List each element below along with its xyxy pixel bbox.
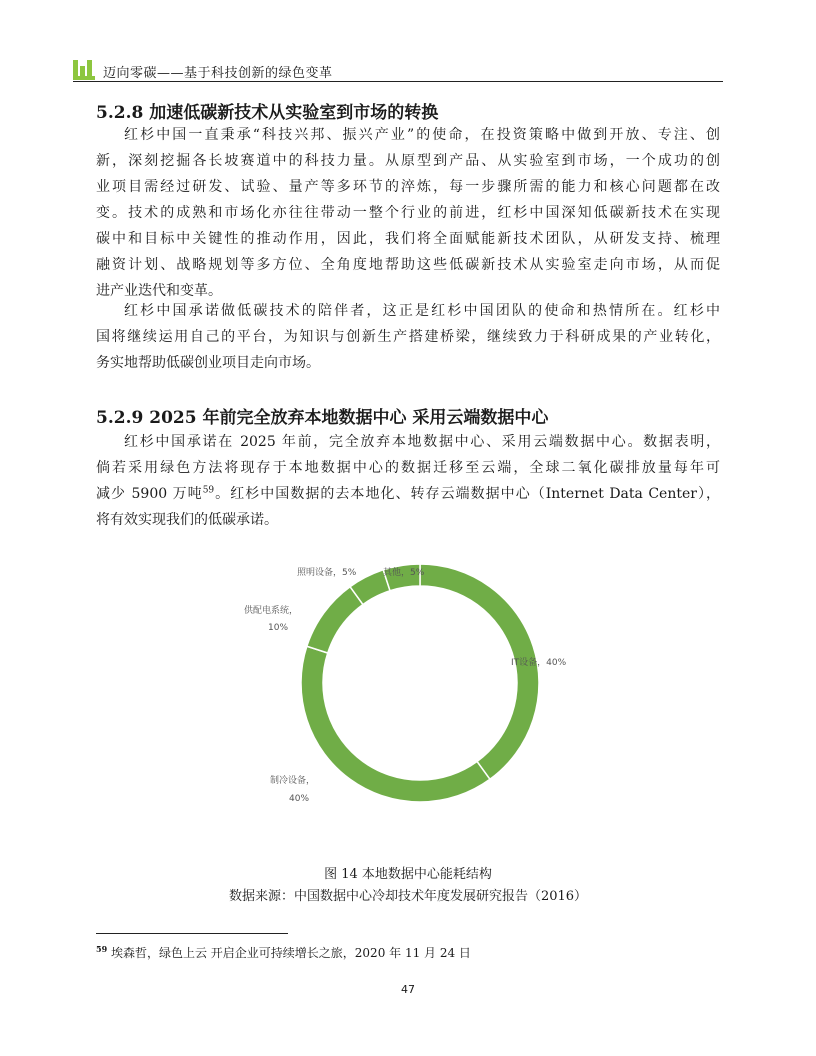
figure-source: 数据来源：中国数据中心冷却技术年度发展研究报告（2016） <box>228 889 588 904</box>
brand-logo-icon <box>73 60 95 80</box>
page-header <box>73 58 723 82</box>
paragraph-line: 务实地帮助低碳创业项目走向市场。 <box>96 355 320 371</box>
header-title: 迈向零碳——基于科技创新的绿色变革 <box>103 66 333 81</box>
section-title-5-2-8: 5.2.8 加速低碳新技术从实验室到市场的转换 <box>96 103 439 123</box>
paragraph-text: 减少 5900 万吨 <box>96 486 203 502</box>
paragraph-line: 变。技术的成熟和市场化亦往往带动一整个行业的前进，红杉中国深知低碳新技术在实现 <box>96 205 720 221</box>
paragraph-line: 碳中和目标中关键性的推动作用，因此，我们将全面赋能新技术团队，从研发支持、梳理 <box>96 231 720 247</box>
paragraph-line: 倘若采用绿色方法将现存于本地数据中心的数据迁移至云端，全球二氧化碳排放量每年可 <box>96 460 720 476</box>
label-other: 其他，5% <box>383 568 425 578</box>
label-cooling-value: 40% <box>289 794 310 804</box>
energy-structure-donut-chart <box>230 545 610 815</box>
footnote-number: 59 <box>96 944 108 954</box>
paragraph-text: 。红杉中国数据的去本地化、转存云端数据中心（Internet Data Center）， <box>214 486 721 502</box>
paragraph-line: 融资计划、战略规划等多方位、全角度地帮助这些低碳新技术从实验室走向市场，从而促 <box>96 257 720 273</box>
paragraph-line: 红杉中国一直秉承“科技兴邦、振兴产业”的使命，在投资策略中做到开放、专注、创 <box>124 127 720 143</box>
section-title-5-2-9: 5.2.9 2025 年前完全放弃本地数据中心 采用云端数据中心 <box>96 408 549 428</box>
paragraph-line: 红杉中国承诺在 2025 年前，完全放弃本地数据中心、采用云端数据中心。数据表明， <box>124 434 720 450</box>
footnote-text: 埃森哲，绿色上云 开启企业可持续增长之旅，2020 年 11 月 24 日 <box>110 946 471 960</box>
figure-caption: 图 14 本地数据中心能耗结构 <box>324 867 492 882</box>
donut-slice-IT设备 <box>420 564 539 779</box>
label-cooling-equipment: 制冷设备， <box>270 776 316 786</box>
paragraph-line <box>96 481 720 507</box>
paragraph-line: 进产业迭代和变革。 <box>96 283 222 299</box>
paragraph-line: 红杉中国承诺做低碳技术的陪伴者，这正是红杉中国团队的使命和热情所在。红杉中 <box>124 303 720 319</box>
label-lighting: 照明设备，5% <box>297 568 357 578</box>
label-power-supply: 供配电系统， <box>244 606 299 616</box>
section-1-paragraph-1 <box>96 122 720 304</box>
footnote-divider <box>96 933 288 934</box>
paragraph-line: 业项目需经过研发、试验、量产等多环节的淬炼，每一步骤所需的能力和核心问题都在改 <box>96 179 720 195</box>
section-2-paragraph <box>96 429 720 533</box>
paragraph-line: 国将继续运用自己的平台，为知识与创新生产搭建桥梁，继续致力于科研成果的产业转化， <box>96 329 720 345</box>
footnote <box>96 944 471 961</box>
footnote-reference[interactable]: 59 <box>202 485 215 496</box>
donut-slice-制冷设备 <box>301 646 490 802</box>
paragraph-line: 将有效实现我们的低碳承诺。 <box>96 512 278 528</box>
donut-slice-供配电系统 <box>307 587 363 653</box>
header-divider <box>73 81 723 82</box>
section-1-paragraph-2 <box>96 298 720 376</box>
label-it-equipment: IT设备，40% <box>511 658 567 668</box>
label-power-supply-value: 10% <box>268 623 289 633</box>
paragraph-line: 新，深刻挖掘各长坡赛道中的科技力量。从原型到产品、从实验室到市场，一个成功的创 <box>96 153 720 169</box>
page-number: 47 <box>401 983 415 996</box>
